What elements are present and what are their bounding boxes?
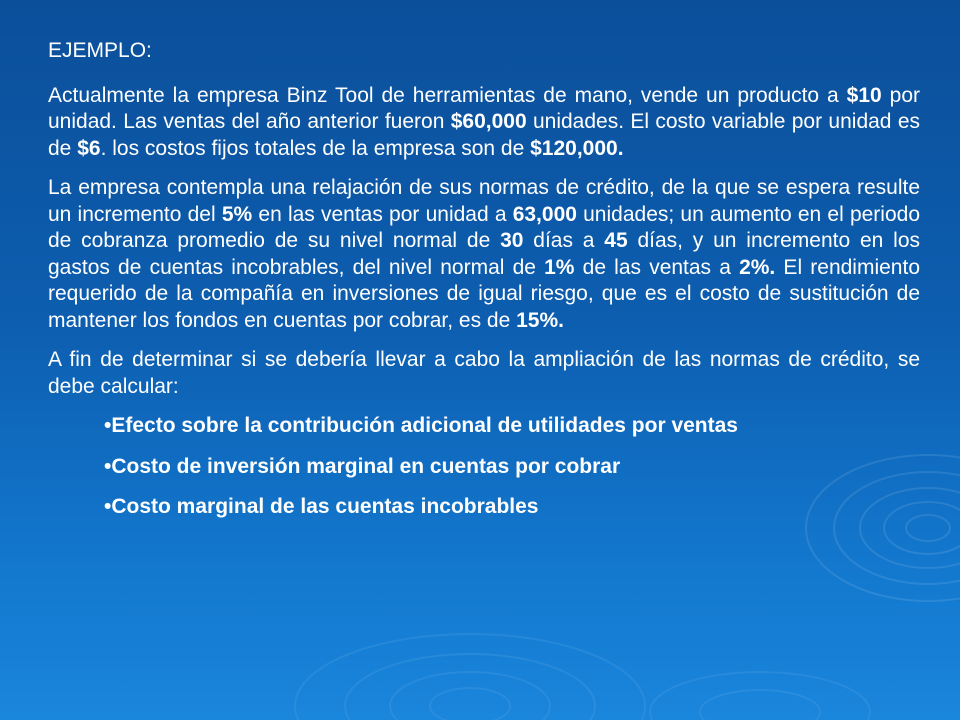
text-fragment: días, y un incremento en los gastos de cuentas incobrables, del nivel normal de bbox=[48, 229, 920, 279]
text-fragment: unidades; un aumento en el periodo de cobranza promedio de su nivel normal de bbox=[48, 202, 920, 252]
text-fragment: Actualmente la empresa Binz Tool de herramientas de mano, vende un producto a bbox=[48, 83, 847, 107]
paragraph-instructions: A fin de determinar si se debería llevar a cabo la ampliación de las normas de crédito, se debe calcular: bbox=[48, 348, 920, 398]
normal-bad-debt-value: 1% bbox=[544, 255, 575, 279]
required-return-value: 15%. bbox=[516, 308, 564, 332]
list-item: • Costo marginal de las cuentas incobrables bbox=[104, 494, 920, 521]
new-units-value: 63,000 bbox=[512, 202, 577, 226]
slide-content bbox=[48, 38, 920, 535]
paragraph-credit-policy bbox=[48, 175, 920, 334]
normal-days-value: 30 bbox=[500, 229, 524, 252]
variable-cost-value: $6 bbox=[77, 136, 101, 160]
fixed-cost-value: $120,000. bbox=[530, 136, 624, 160]
text-fragment: días a bbox=[523, 229, 605, 252]
calculation-list bbox=[48, 413, 920, 521]
text-fragment: La empresa contempla una relajación de sus normas de crédito, de la que se espera resulte un incremento del bbox=[48, 176, 920, 226]
new-days-value: 45 bbox=[604, 229, 628, 252]
new-bad-debt-value: 2%. bbox=[739, 255, 776, 279]
example-heading: EJEMPLO: bbox=[48, 39, 152, 62]
text-fragment: de las ventas a bbox=[574, 255, 740, 279]
paragraph-company-data bbox=[48, 83, 920, 163]
text-fragment: unidades. El costo variable por unidad es de bbox=[48, 110, 920, 160]
text-fragment: en las ventas por unidad a bbox=[252, 202, 513, 226]
list-item: • Efecto sobre la contribución adicional de utilidades por ventas bbox=[104, 413, 920, 440]
text-fragment: . los costos fijos totales de la empresa son de bbox=[100, 136, 531, 160]
sales-value: $60,000 bbox=[450, 110, 527, 133]
price-value: $10 bbox=[846, 83, 882, 107]
text-fragment: por unidad. Las ventas del año anterior fueron bbox=[48, 83, 920, 133]
text-fragment: El rendimiento requerido de la compañía en inversiones de igual riesgo, que es el costo de sustitución de mantener los fondos en cuentas por cobrar, es de bbox=[48, 255, 920, 332]
sales-increase-value: 5% bbox=[221, 202, 253, 226]
list-item: • Costo de inversión marginal en cuentas por cobrar bbox=[104, 454, 920, 481]
